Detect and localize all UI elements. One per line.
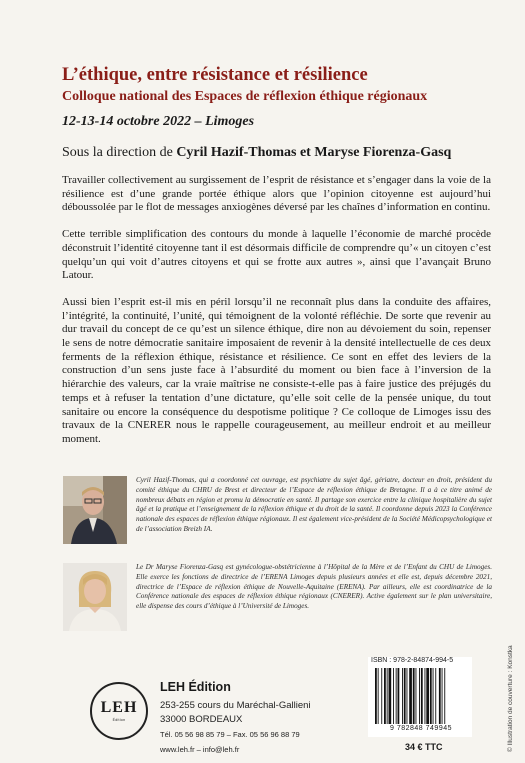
author-photo-hazif-thomas xyxy=(63,476,127,544)
editor-names: Cyril Hazif-Thomas et Maryse Fiorenza-Gasq xyxy=(176,145,452,160)
book-title: L’éthique, entre résistance et résilience xyxy=(62,65,368,85)
cover-credit: © Illustration de couverture : Konstka xyxy=(507,645,514,752)
direction-prefix: Sous la direction de xyxy=(62,145,177,160)
barcode xyxy=(371,668,471,724)
author-photo-fiorenza-gasq xyxy=(63,563,127,631)
logo-subtext: Édition xyxy=(112,718,126,722)
isbn: ISBN : 978-2-84874-994-5 xyxy=(371,657,454,664)
publisher-address-1: 253-255 cours du Maréchal-Gallieni xyxy=(160,700,311,711)
publisher-web: www.leh.fr – info@leh.fr xyxy=(160,745,240,754)
event-dates: 12-13-14 octobre 2022 – Limoges xyxy=(62,114,255,129)
author-bio-hazif-thomas: Cyril Hazif-Thomas, qui a coordonné cet ouvrage, est psychiatre du sujet âgé, gériatre, docteur en droit, président du comité éthique du CHRU de Brest et directeur de l’Espace de réflexion éthique de Bretagne. Il a à ce titre animé de nombreux débats en région et promu la démocratie en santé. Il partage son exercice entre la clinique hospitalière du sujet âgé et la pratique et l’enseignement de la réflexion éthique et du droit de la santé. Il coordonne depuis 2023 la Conférence nationale des espaces de réflexion éthique régionaux. Il est également vice-président de la Société Médicopsychologique et de l’association Breizh IA. xyxy=(136,476,492,533)
publisher-logo xyxy=(90,682,148,740)
publisher-name: LEH Édition xyxy=(160,680,231,694)
publisher-phone: Tél. 05 56 98 85 79 – Fax. 05 56 96 88 79 xyxy=(160,730,300,739)
barcode-digits: 9 782848 749945 xyxy=(390,725,452,732)
paragraph: Aussi bien l’esprit est-il mis en péril lorsqu’il ne reconnaît plus dans la conduite des affaires, l’intégrité, la continuité, l’unité, qui témoignent de la volonté réfléchie. De sorte que revenir au dur travail du concept de ce qu’est un silence éthique, dire non au dévoiement du soin, repenser le sens de notre démocratie sanitaire imposaient de revenir à la densité intellectuelle de ces deux ferments de la réflexion éthique, résistance et résilience. Ce sont en effet des leviers de la construction d’un sens juste face à l’absurdité du moment ou bien face à l’inversion de la hiérarchie des valeurs, car la vraie maîtrise ne consiste-t-elle pas à faire justice des préjugés du temps et à refuser la tentation d’une dictature, qu’elle soit celle de la pensée unique, du tout sanitaire ou encore la conséquence du despotisme politique ? Ce colloque de Limoges issu des travaux de la CNERER nous le rappelle courageusement, au meilleur endroit et au meilleur moment. xyxy=(62,295,491,445)
paragraph: Cette terrible simplification des contours du monde à laquelle l’économie de marché procède déconstruit l’identité citoyenne tant il est désormais difficile de comprendre qu’« un citoyen c’est quelqu’un qui voit d’autres citoyens et qui se frotte aux autres », ainsi que l’avançait Bruno Latour. xyxy=(62,228,491,282)
editors-line xyxy=(62,144,502,162)
back-cover-text xyxy=(62,174,491,460)
author-bio-fiorenza-gasq: Le Dr Maryse Fiorenza-Gasq est gynécologue-obstétricienne à l’Hôpital de la Mère et de l’Enfant du CHU de Limoges. Elle exerce les fonctions de directrice de l’ERENA Limoges depuis plusieurs années et elle est, depuis décembre 2021, directrice de l’Espace de réflexion éthique de Nouvelle-Aquitaine (ERENA). Par ailleurs, elle est coordinatrice de la Conférence nationale des espaces de réflexion éthique régionaux (CNERER). Active également sur le plan universitaire, elle dispense des cours d’éthique à l’Université de Limoges. xyxy=(136,563,492,611)
paragraph: Travailler collectivement au surgissement de l’esprit de résistance et s’engager dans la voie de la résilience est d’une grande portée éthique alors que l’opinion citoyenne est aujourd’hui déboussolée par le flot de messages anxiogènes déversé par les chaînes d’information en continu. xyxy=(62,174,491,214)
publisher-address-2: 33000 BORDEAUX xyxy=(160,714,243,725)
book-subtitle: Colloque national des Espaces de réflexion éthique régionaux xyxy=(62,89,428,104)
logo-text: LEH xyxy=(100,699,138,716)
price: 34 € TTC xyxy=(405,742,443,752)
